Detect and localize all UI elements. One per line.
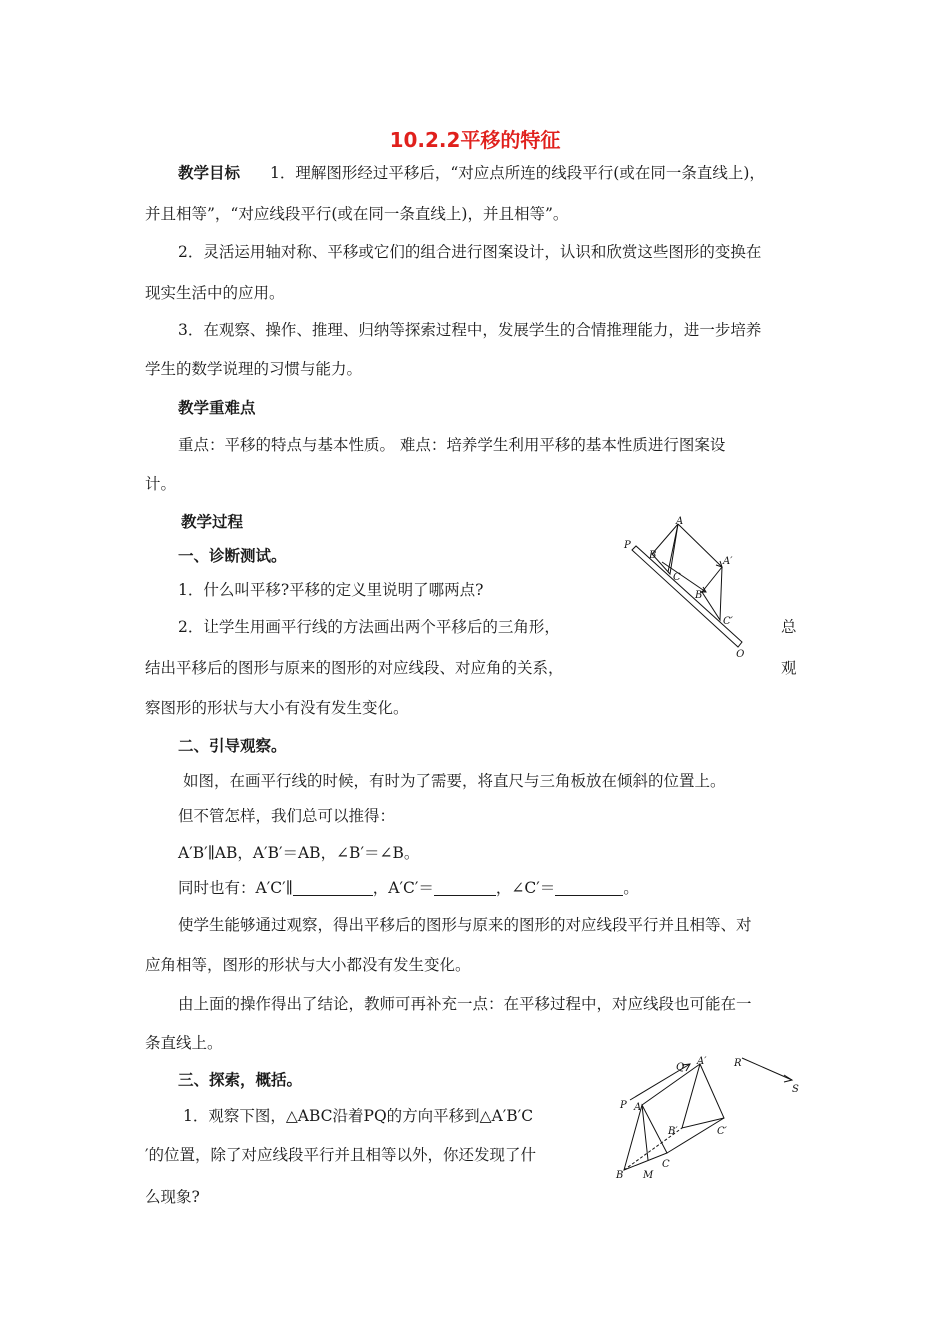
fig1-label-C-prime: C′ (723, 616, 733, 627)
fig2-label-A: A (634, 1102, 642, 1113)
s1-question-2-cont: 结出平移后的图形与原来的图形的对应线段、对应角的关系， (145, 659, 564, 677)
section-1-heading: 一、诊断测试。 (178, 547, 287, 565)
s2-p4-part-2: ，A′C′＝ (372, 879, 434, 897)
fig1-label-B: B (649, 550, 657, 561)
s1-question-2-end: 总 (781, 618, 797, 636)
section-3-heading: 三、探索，概括。 (178, 1071, 303, 1089)
fig2-label-M: M (643, 1170, 654, 1181)
blank-1 (293, 880, 373, 896)
s2-paragraph-2: 但不管怎样，我们总可以推得： (178, 807, 396, 825)
s2-paragraph-1: 如图，在画平行线的时候，有时为了需要，将直尺与三角板放在倾斜的位置上。 (183, 772, 726, 790)
keypoints-cont: 计。 (145, 475, 177, 493)
s2-p4-part-1: 同时也有：A′C′∥ (178, 879, 293, 897)
keypoints-text: 重点：平移的特点与基本性质。 难点：培养学生利用平移的基本性质进行图案设 (178, 436, 726, 454)
s2-paragraph-6: 由上面的操作得出了结论，教师可再补充一点：在平移过程中，对应线段也可能在一 (178, 995, 752, 1013)
s1-question-2-cont2: 察图形的形状与大小有没有发生变化。 (145, 699, 409, 717)
s3-question-1: 1．观察下图，△ABC沿着PQ的方向平移到△A′B′C (183, 1107, 534, 1125)
fig1-label-C: C (673, 572, 681, 583)
fig2-label-P: P (620, 1100, 627, 1111)
fig2-label-B-prime: B′ (668, 1126, 678, 1137)
s2-paragraph-5-cont: 应角相等，图形的形状与大小都没有发生变化。 (145, 956, 471, 974)
process-label: 教学过程 (181, 513, 244, 531)
s2-paragraph-5: 使学生能够通过观察，得出平移后的图形与原来的图形的对应线段平行并且相等、对 (178, 916, 752, 934)
fig1-label-P: P (624, 540, 631, 551)
fig2-label-C-prime: C′ (717, 1126, 727, 1137)
s1-question-2-cont-end: 观 (781, 659, 797, 677)
fig2-label-Q: Q (676, 1062, 685, 1073)
figure-ruler-triangles (620, 512, 750, 657)
goal-3-cont: 学生的数学说理的习惯与能力。 (145, 360, 363, 378)
fig2-label-S: S (792, 1084, 799, 1095)
s2-paragraph-4 (178, 878, 639, 898)
blank-2 (434, 880, 496, 896)
goals-label: 教学目标 (178, 164, 241, 182)
s2-p4-part-4: 。 (623, 879, 639, 897)
fig1-label-B-prime: B′ (695, 590, 705, 601)
goal-2-text: 2．灵活运用轴对称、平移或它们的组合进行图案设计，认识和欣赏这些图形的变换在 (178, 243, 762, 261)
section-2-heading: 二、引导观察。 (178, 737, 287, 755)
s1-question-2: 2．让学生用画平行线的方法画出两个平移后的三角形， (178, 618, 560, 636)
s2-paragraph-3: A′B′∥AB，A′B′＝AB，∠B′＝∠B。 (178, 844, 420, 862)
s3-question-1-cont2: 么现象? (145, 1188, 200, 1206)
s1-question-1: 1．什么叫平移?平移的定义里说明了哪两点? (178, 581, 484, 599)
goal-3-text: 3．在观察、操作、推理、归纳等探索过程中，发展学生的合情推理能力，进一步培养 (178, 321, 762, 339)
s3-question-1-cont: ′的位置，除了对应线段平行并且相等以外，你还发现了什 (145, 1146, 537, 1164)
fig2-label-A-prime: A′ (697, 1056, 707, 1067)
fig2-label-C: C (662, 1159, 670, 1170)
blank-3 (555, 880, 623, 896)
keypoints-label: 教学重难点 (178, 399, 256, 417)
s2-paragraph-6-cont: 条直线上。 (145, 1034, 223, 1052)
goal-2-cont: 现实生活中的应用。 (145, 284, 285, 302)
s2-p4-part-3: ，∠C′＝ (495, 879, 556, 897)
figure-translation-pq (612, 1050, 812, 1185)
goals-line-1 (178, 163, 765, 183)
goal-1-cont: 并且相等”，“对应线段平行(或在同一条直线上)，并且相等”。 (145, 205, 569, 223)
fig1-label-Q: Q (736, 649, 745, 657)
fig1-label-A: A (676, 516, 684, 527)
fig2-label-B: B (616, 1170, 624, 1181)
goal-1-text: 1．理解图形经过平移后，“对应点所连的线段平行(或在同一条直线上)， (270, 164, 765, 182)
fig2-label-R: R (734, 1058, 742, 1069)
fig1-label-A-prime: A′ (723, 556, 733, 567)
page-title: 10.2.2平移的特征 (389, 128, 561, 152)
